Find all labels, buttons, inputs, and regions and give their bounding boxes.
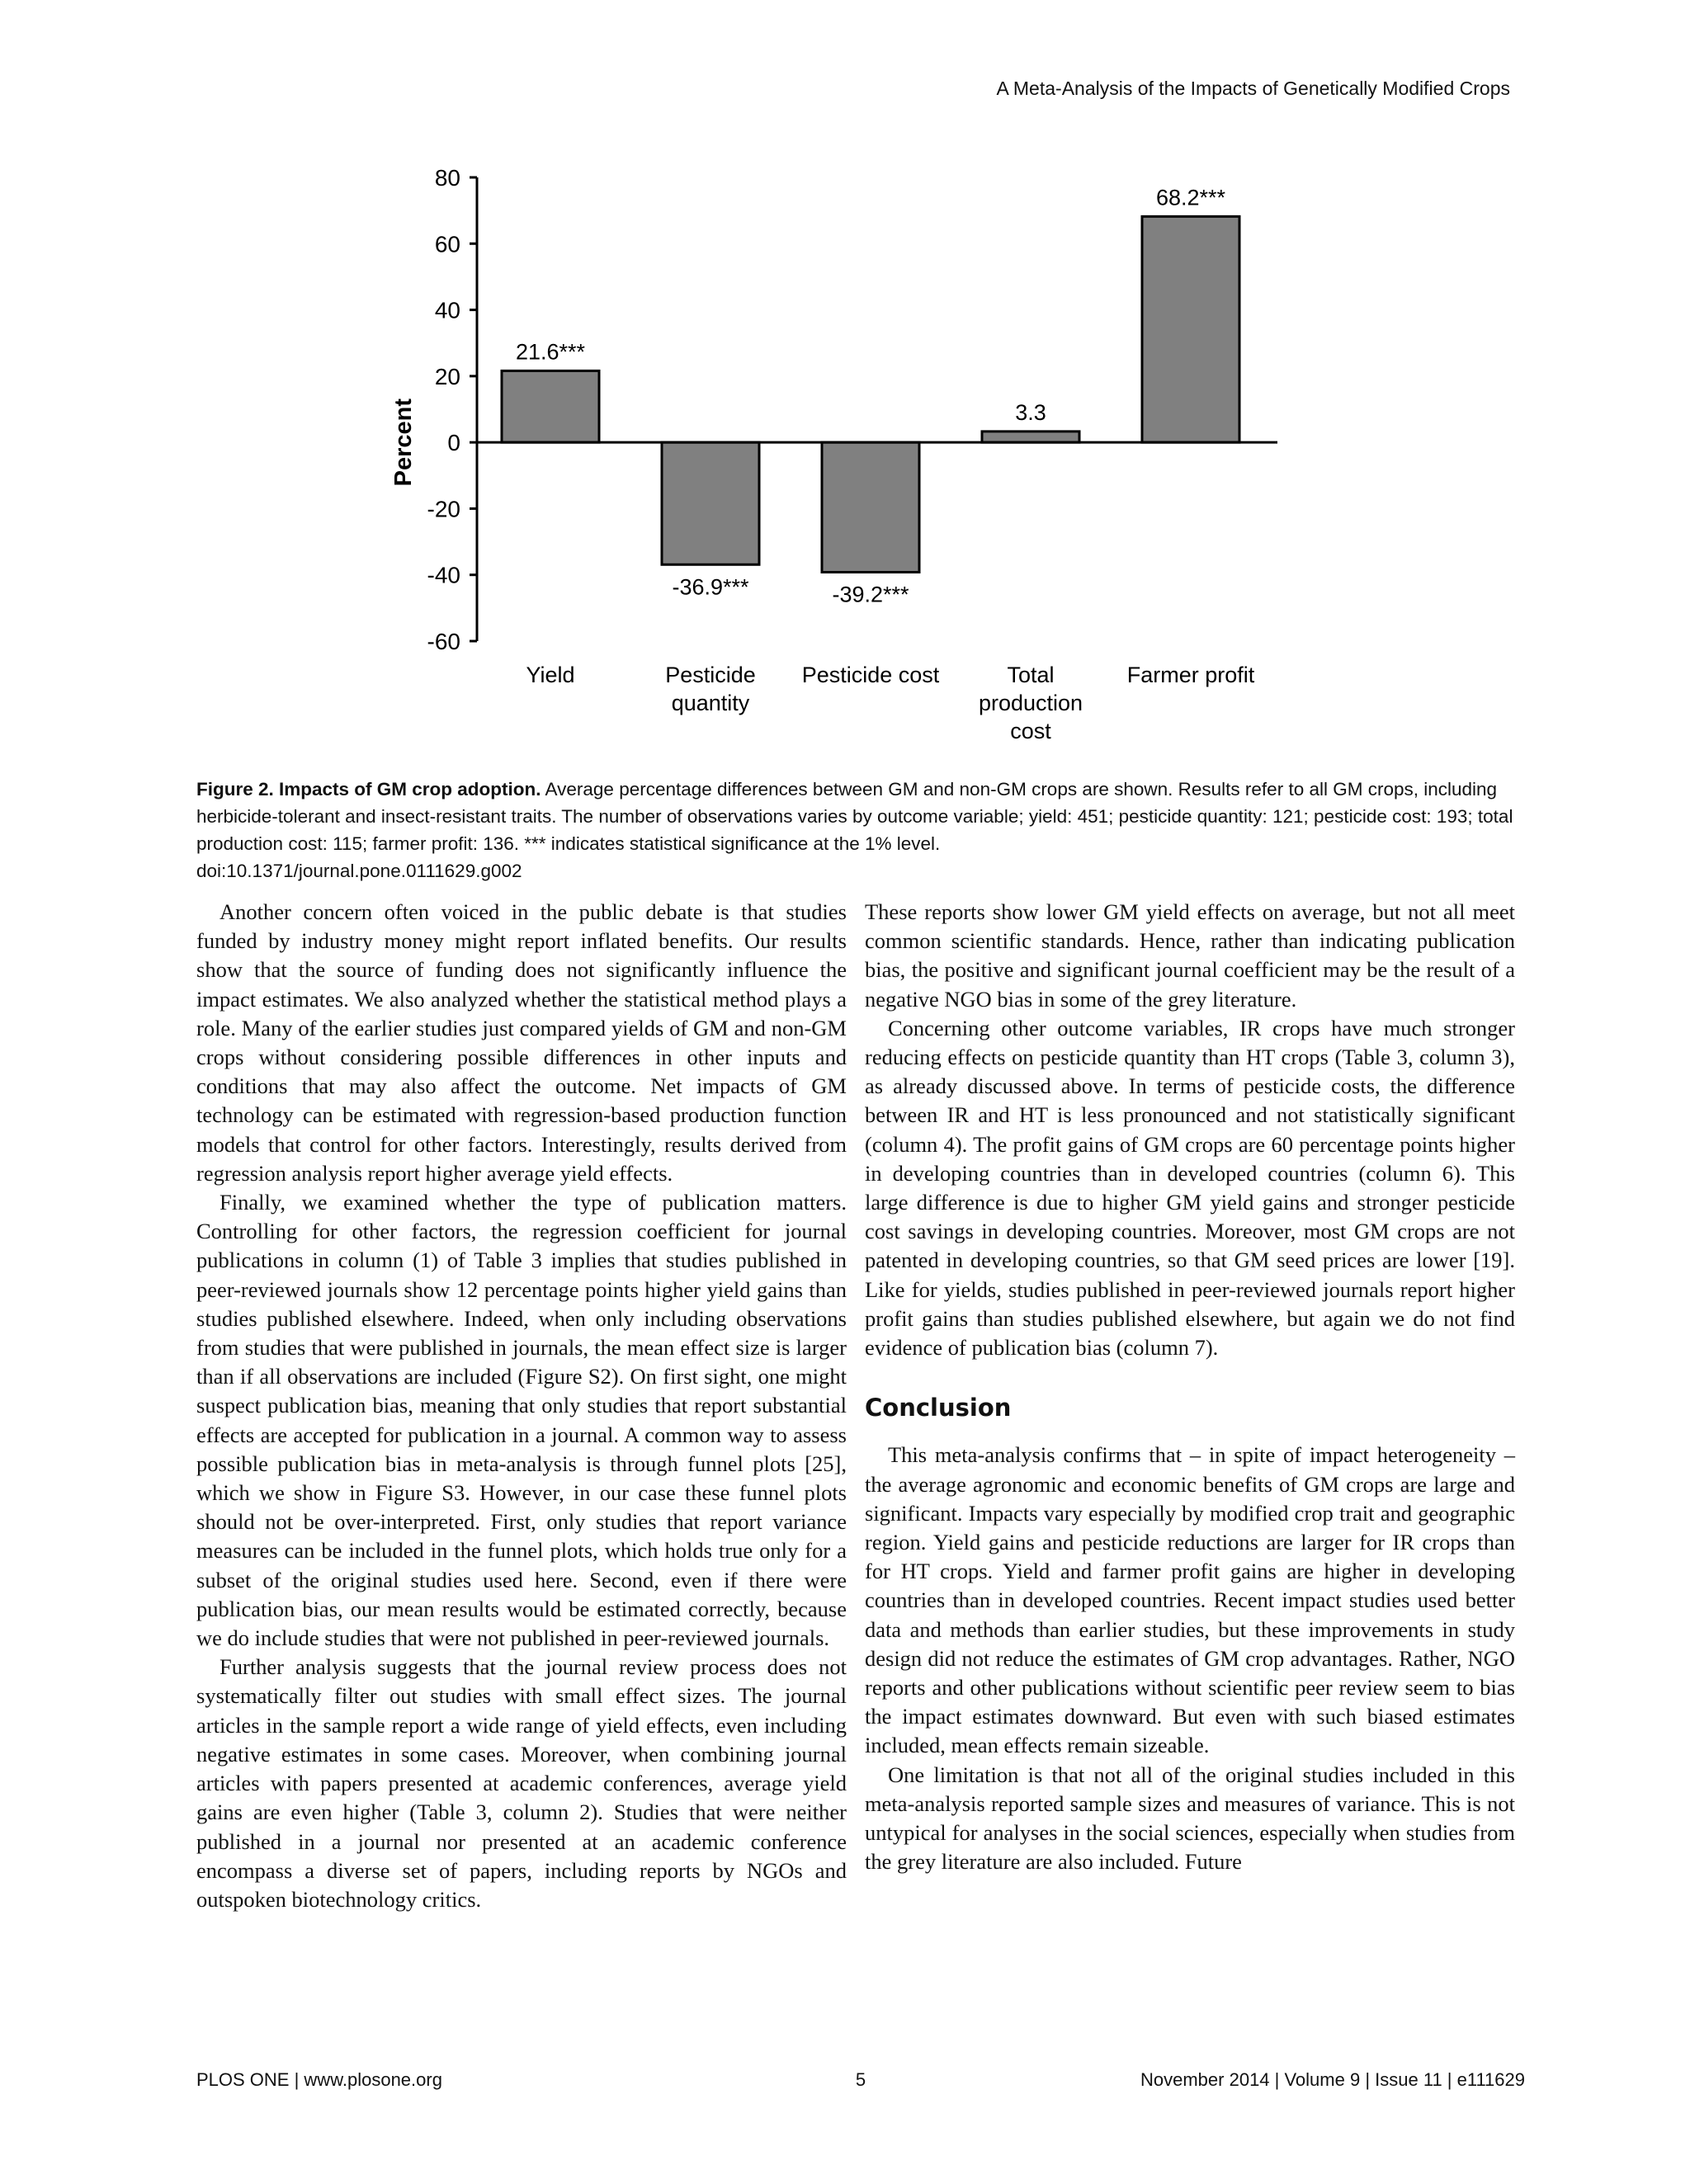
running-title: A Meta-Analysis of the Impacts of Genetically Modified Crops [996,78,1510,99]
y-tick-label: -40 [427,562,460,588]
y-tick-label: 0 [447,430,460,456]
footer-page-number: 5 [855,2069,866,2090]
page-footer [196,2069,1525,2094]
paragraph: Another concern often voiced in the public debate is that studies funded by industry money might report inflated benefits. Our results show that the source of funding does not significantly influence the impact estimates. We also analyzed whether the statistical method plays a role. Many of the earlier studies just compared yields of GM and non-GM crops without considering possible differences in other inputs and conditions that may also affect the outcome. Net impacts of GM technology can be estimated with regression-based production function models that control for other factors. Interestingly, results derived from regression analysis report higher average yield effects. [196,899,847,1186]
y-tick-label: -20 [427,496,460,522]
y-tick-label: -60 [427,629,460,654]
figure-caption-title: Figure 2. Impacts of GM crop adoption. [196,779,541,800]
bar [662,442,759,564]
bar [982,432,1079,442]
paragraph: Finally, we examined whether the type of publication matters. Controlling for other factors, the regression coefficient for journal publications in column (1) of Table 3 implies that studies published in peer-reviewed journals show 12 percentage points higher yield gains than studies published elsewhere. Indeed, when only including observations from studies that were published in journals, the mean effect size is larger than if all observations are included (Figure S2). On first sight, one might suspect publication bias, meaning that only studies that report substantial effects are accepted for publication in a journal. A common way to assess possible publication bias in meta-analysis is through funnel plots [25], which we show in Figure S3. However, in our case these funnel plots should not be over-interpreted. First, only studies that report variance measures can be included in the funnel plots, which holds true only for a subset of the original studies used here. Second, even if there were publication bias, our mean results would be estimated correctly, because we do include studies that were not published in peer-reviewed journals. [196,1190,847,1651]
bar [502,370,599,442]
y-tick-label: 80 [434,165,460,191]
footer-journal: PLOS ONE | www.plosone.org [196,2069,442,2090]
bar-value-label: -36.9*** [672,574,749,600]
x-category-label: quantity [671,691,750,715]
bar-value-label: 3.3 [1015,399,1046,425]
bar-value-label: 21.6*** [515,339,586,365]
x-category-label: production [978,691,1083,715]
footer-issue-info: November 2014 | Volume 9 | Issue 11 | e111629 [1140,2069,1525,2090]
y-tick-label: 60 [434,231,460,257]
y-axis-label: Percent [390,398,417,487]
y-tick-label: 40 [434,297,460,323]
section-heading-conclusion: Conclusion [865,1394,1012,1422]
paragraph: This meta-analysis confirms that – in spite of impact heterogeneity – the average agronomic and economic benefits of GM crops are large and significant. Impacts vary especially by modified crop trait and geographic region. Yield gains and pesticide reductions are larger for IR crops than for HT crops. Yield and farmer profit gains are higher in developing countries than in developed countries. Recent impact studies used better data and methods than earlier studies, but these improvements in study design did not reduce the estimates of GM crop advantages. Rather, NGO reports and other publications without scientific peer review seem to bias the impact estimates downward. But even with such biased estimates included, mean effects remain sizeable. [865,1442,1515,1758]
figure-doi: doi:10.1371/journal.pone.0111629.g002 [196,861,522,881]
paragraph: Further analysis suggests that the journal review process does not systematically filter out studies with small effect sizes. The journal articles in the sample report a wide range of yield effects, even including negative estimates in some cases. Moreover, when combining journal articles with papers presented at academic conferences, average yield gains are even higher (Table 3, column 2). Studies that were neither published in a journal nor presented at an academic conference encompass a diverse set of papers, including reports by NGOs and outspoken biotechnology critics. [196,1654,847,1912]
x-category-label: Yield [526,663,575,687]
figure-caption-text: Average percentage differences between GM and non-GM crops are shown. Results refer to all GM crops, including herbicide-tolerant and insect-resistant traits. The number of observations varies by outcome variable; yield: 451; pesticide quantity: 121; pesticide cost: 193; total production cost: 115; farmer profit: 136. *** indicates statistical significance at the 1% level. [196,779,1513,854]
paragraph: One limitation is that not all of the original studies included in this meta-analysis reported sample sizes and measures of variance. This is not untypical for analyses in the social sciences, especially when studies from the grey literature are also included. Future [865,1762,1515,1875]
x-category-label: Farmer profit [1126,663,1255,687]
bar [822,442,919,572]
bar-value-label: -39.2*** [832,582,909,607]
bar-chart [363,161,1320,755]
x-category-label: cost [1010,719,1051,743]
chart-canvas [363,161,1320,755]
x-category-label: Pesticide [665,663,756,687]
paragraph: Concerning other outcome variables, IR crops have much stronger reducing effects on pesticide quantity than HT crops (Table 3, column 3), as already discussed above. In terms of pesticide costs, the difference between IR and HT is less pronounced and not statistically significant (column 4). The profit gains of GM crops are 60 percentage points higher in developing countries than in developed countries (column 6). This large difference is due to higher GM yield gains and stronger pesticide cost savings in developing countries. Moreover, most GM crops are not patented in developing countries, so that GM seed prices are lower [19]. Like for yields, studies published in peer-reviewed journals report higher profit gains than studies published elsewhere, but again we do not find evidence of publication bias (column 7). [865,1015,1515,1361]
left-column [196,898,847,1914]
bar [1142,216,1239,442]
figure-caption [196,776,1525,884]
y-tick-label: 20 [434,363,460,389]
x-category-label: Total [1007,663,1055,687]
bar-value-label: 68.2*** [1155,185,1226,210]
x-category-label: Pesticide cost [801,663,940,687]
right-column [865,898,1515,1877]
paragraph-continuation: These reports show lower GM yield effects on average, but not all meet common scientific standards. Hence, rather than indicating publication bias, the positive and significant journal coefficient may be the result of a negative NGO bias in some of the grey literature. [865,899,1515,1012]
